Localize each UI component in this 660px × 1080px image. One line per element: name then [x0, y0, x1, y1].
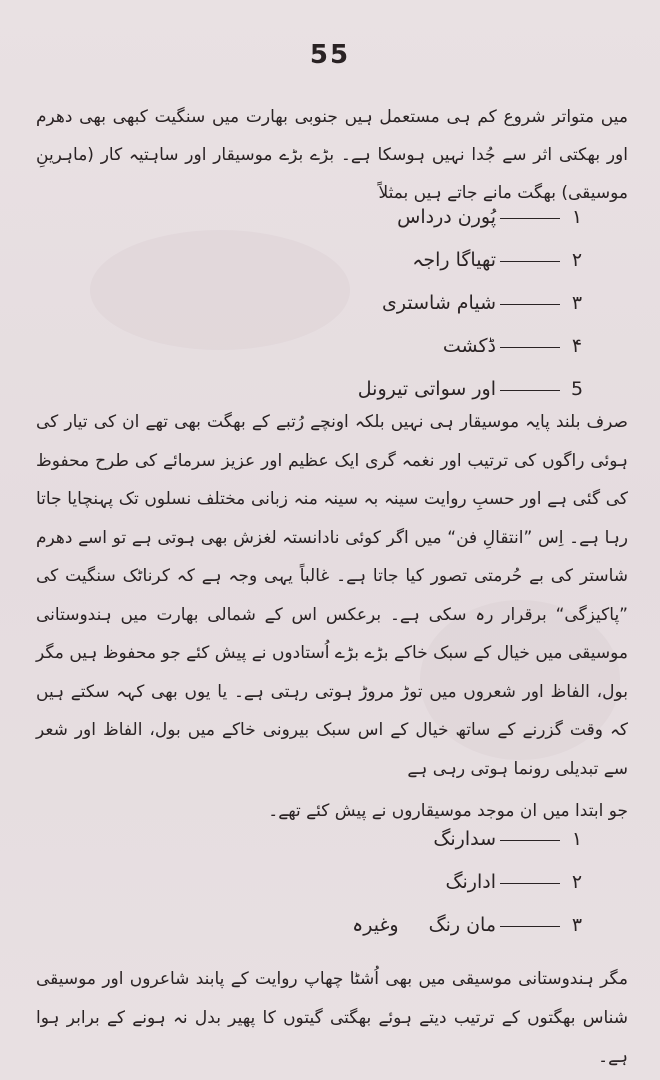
list-item-text: شیام شاستری: [382, 292, 496, 314]
list-item-text: مان رنگ: [428, 914, 496, 936]
musicians-list-1: [358, 196, 590, 411]
paper-stain: [90, 230, 350, 350]
list-item-number: ۴: [571, 335, 583, 357]
paragraph-2: صرف بلند پایہ موسیقار ہی نہیں بلکہ اونچے رُتبے کے بھگت بھی تھے ان کی تیار کی ہوئی راگوں کی ترتیب اور نغمہ گری ایک عظیم اور عزیز سرمائے کی طرح محفوظ کی گئی ہے اور حسبِ روایت سینہ بہ سینہ منہ زبانی مختلف نسلوں تک پہنچایا جاتا رہا ہے۔ اِس ”انتقالِ فن“ میں اگر کوئی نادانستہ لغزش بھی ہوتی ہے تو اسے دھرم شاستر کی بے حُرمتی تصور کیا جاتا ہے۔ غالباً یہی وجہ ہے کہ کرناٹک سنگیت کی ”پاکیزگی“ برقرار رہ سکی ہے۔ برعکس اس کے شمالی بھارت میں ہندوستانی موسیقی میں خیال کے سبک خاکے بڑے بڑے اُستادوں نے پیش کئے جو محفوظ ہیں مگر بول، الفاظ اور شعروں میں توڑ مروڑ ہوتی رہتی ہے۔ یا یوں بھی کہہ سکتے ہیں کہ وقت گزرنے کے ساتھ خیال کے اس سبک بیرونی خاکے میں بول، الفاظ اور شعر سے تبدیلی رونما ہوتی رہی ہے: [36, 412, 628, 779]
dash-line: [500, 389, 560, 391]
dash-line: [500, 839, 560, 841]
list-item: [358, 239, 590, 282]
list-item-number: ۱: [571, 206, 583, 228]
list-item-number: ۲: [571, 871, 583, 893]
paragraph-1: میں متواتر شروع کم ہی مستعمل ہیں جنوبی بھارت میں سنگیت کبھی بھی دھرم اور بھکتی اثر سے جُدا نہیں ہوسکا ہے۔ بڑے بڑے موسیقار اور ساہتیہ کار (ماہرینِ موسیقی) بھگت مانے جاتے ہیں بمثلاً: [36, 107, 628, 203]
page-number: 55: [309, 40, 351, 70]
dash-line: [500, 303, 560, 305]
paragraph-4: مگر ہندوستانی موسیقی میں بھی اُشٹا چھاپ روایت کے پابند شاعروں اور موسیقی شناس بھگتوں کے ترتیب دیتے ہوئے بھگتی گیتوں کا پھیر بدل نہ ہونے کے برابر ہوا ہے۔: [36, 969, 628, 1067]
list-item-text: تھیاگا راجہ: [412, 249, 496, 271]
dash-line: [500, 346, 560, 348]
musicians-list-2: [352, 818, 590, 947]
list-item-number: ۳: [571, 292, 583, 314]
list-item: [358, 196, 590, 239]
dash-line: [500, 925, 560, 927]
list-item-number: 5: [570, 378, 584, 400]
list-item-text: پُورن درداس: [397, 206, 496, 228]
list-item: [352, 818, 590, 861]
list-item-number: ۲: [571, 249, 583, 271]
list-item-number: ۱: [571, 828, 583, 850]
list-item-text: سدارنگ: [433, 828, 496, 850]
list-item: [352, 904, 590, 947]
dash-line: [500, 217, 560, 219]
dash-line: [500, 882, 560, 884]
list-item-text: اور سواتی تیرونل: [357, 378, 496, 400]
dash-line: [500, 260, 560, 262]
list-item: [358, 282, 590, 325]
list-item: [358, 325, 590, 368]
list-item-extra: وغیرہ: [352, 914, 399, 936]
list-item-text: ڈکشت: [442, 335, 496, 357]
list-item: [352, 861, 590, 904]
paragraph-3: جو ابتدا میں ان موجد موسیقاروں نے پیش کئے تھے۔: [268, 801, 628, 821]
list-item-text: ادارنگ: [445, 871, 496, 893]
list-item-number: ۳: [571, 914, 583, 936]
